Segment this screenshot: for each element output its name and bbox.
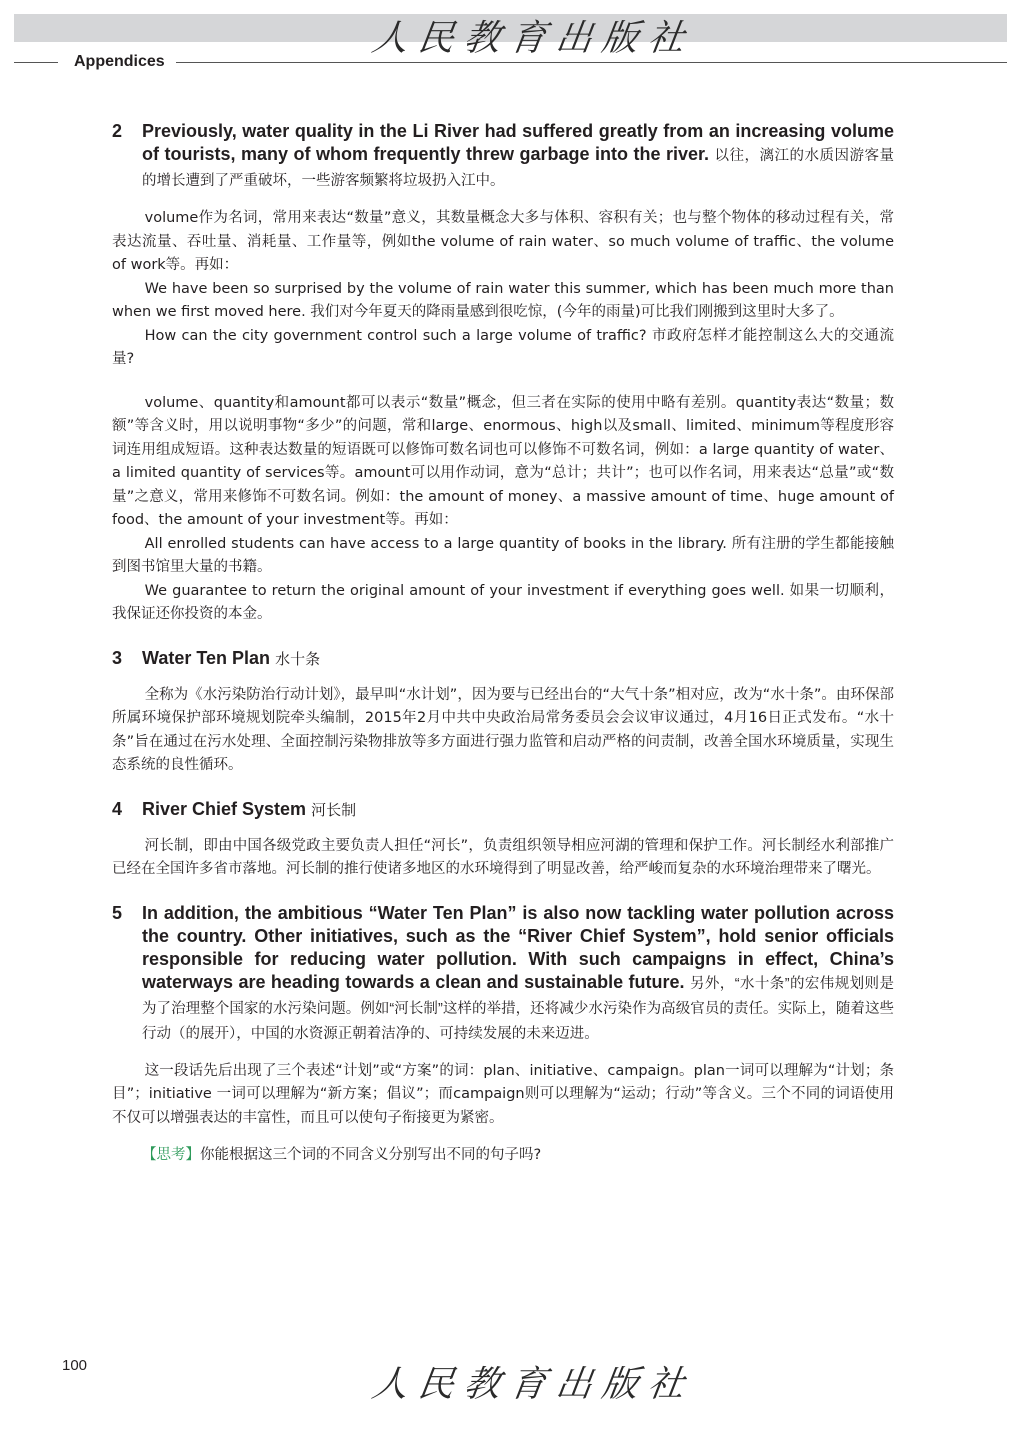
explanation-paragraph: 全称为《水污染防治行动计划》，最早叫“水计划”，因为要与已经出台的“大气十条”相对应，改为“水十条”。由环保部所属环境保护部环境规划院牵头编制，2015年2月中共中央政治局常务委员会会议审议通过，4月16日正式发布。“水十条”旨在通过在污水处理、全面控制污染物排放等多方面进行强力监管和启动严格的问责制，改善全国水环境质量，实现生态系统的良性循环。 [112, 686, 894, 773]
section-label: Appendices [74, 53, 165, 70]
entry-title-en: Water Ten Plan [142, 647, 271, 668]
entry-number: 2 [112, 121, 123, 141]
publisher-logo-footer: 人民教育出版社 [369, 1364, 697, 1405]
think-prompt [112, 1144, 894, 1168]
example-sentence: All enrolled students can have access to a large quantity of books in the library. 所有注册的学生都能接触到图书馆里大量的书籍。 [112, 535, 894, 575]
entry-title [142, 647, 894, 670]
example-sentence: We guarantee to return the original amount of your investment if everything goes well. 如果一切顺利，我保证还你投资的本金。 [112, 582, 894, 622]
english-sentence: In addition, the ambitious “Water Ten Plan” is also now tackling water pollution across the country. Other initiatives, such as the “River Chief System”, hold senior officials responsible for reducing water pollution. With such campaigns in effect, China’s waterways are heading towards a clean and sustainable future. [142, 902, 894, 992]
entry-number: 4 [112, 798, 123, 819]
example-sentence: How can the city government control such a large volume of traffic? 市政府怎样才能控制这么大的交通流量? [112, 327, 894, 367]
entry-4 [112, 798, 894, 821]
page-number: 100 [62, 1357, 88, 1374]
publisher-logo: 人民教育出版社 [369, 18, 697, 59]
think-text: 你能根据这三个词的不同含义分别写出不同的句子吗? [200, 1147, 542, 1163]
english-sentence: Previously, water quality in the Li River had suffered greatly from an increasing volume of tourists, many of whom frequently threw garbage into the river. [142, 121, 894, 164]
entry-title-zh: 水十条 [275, 649, 321, 668]
think-label: 【思考】 [142, 1147, 200, 1163]
entry-number: 5 [112, 902, 123, 923]
entry-title-zh: 河长制 [311, 800, 357, 819]
entry-title [142, 798, 894, 821]
entry-2 [112, 120, 894, 193]
page-content [112, 120, 894, 1168]
example-sentence: We have been so surprised by the volume of rain water this summer, which has been much more than when we first moved here. 我们对今年夏天的降雨量感到很吃惊，(今年的雨量)可比我们刚搬到这里时大多了。 [112, 280, 894, 320]
explanation-paragraph: 河长制，即由中国各级党政主要负责人担任“河长”，负责组织领导相应河湖的管理和保护工作。河长制经水利部推广已经在全国许多省市落地。河长制的推行使诸多地区的水环境得到了明显改善，给严峻而复杂的水环境治理带来了曙光。 [112, 837, 894, 877]
entry-5 [112, 902, 894, 1046]
explanation-paragraph: volume作为名词，常用来表达“数量”意义，其数量概念大多与体积、容积有关；也与整个物体的移动过程有关，常表达流量、吞吐量、消耗量、工作量等，例如the volume of rain water、so much volume of traffic、the volume of work等。再如： [112, 210, 894, 273]
chinese-translation: 另外，“水十条”的宏伟规划则是为了治理整个国家的水污染问题。例如“河长制”这样的举措，还将减少水污染作为高级官员的责任。实际上，随着这些行动（的展开），中国的水资源正朝着洁净的、可持续发展的未来迈进。 [142, 975, 894, 1042]
chinese-translation: 以往，漓江的水质因游客量的增长遭到了严重破坏，一些游客频繁将垃圾扔入江中。 [142, 148, 894, 189]
header-rule-right [176, 62, 1007, 63]
entry-number: 3 [112, 647, 123, 668]
entry-title-en: River Chief System [142, 798, 307, 819]
explanation-paragraph: volume、quantity和amount都可以表示“数量”概念，但三者在实际的使用中略有差别。quantity表达“数量；数额”等含义时，用以说明事物“多少”的问题，常和large、enormous、high以及small、limited、minimum等程度形容词连用组成短语。这种表达数量的短语既可以修饰可数名词也可以修饰不可数名词，例如：a large quantity of water、a limited quantity of services等。amount可以用作动词，意为“总计；共计”；也可以作名词，用来表达“总量”或“数量”之意义，常用来修饰不可数名词。例如：the amount of money、a massive amount of time、huge amount of food、the amount of your investment等。再如： [112, 394, 894, 528]
explanation-paragraph: 这一段话先后出现了三个表述“计划”或“方案”的词：plan、initiative、campaign。plan一词可以理解为“计划；条目”；initiative 一词可以理解为“新方案；倡议”；而campaign则可以理解为“运动；行动”等含义。三个不同的词语使用不仅可以增强表达的丰富性，而且可以使句子衔接更为紧密。 [112, 1062, 894, 1126]
entry-sentence [142, 902, 894, 1046]
entry-3 [112, 647, 894, 670]
entry-sentence [142, 120, 894, 193]
header-rule-left [14, 62, 58, 63]
